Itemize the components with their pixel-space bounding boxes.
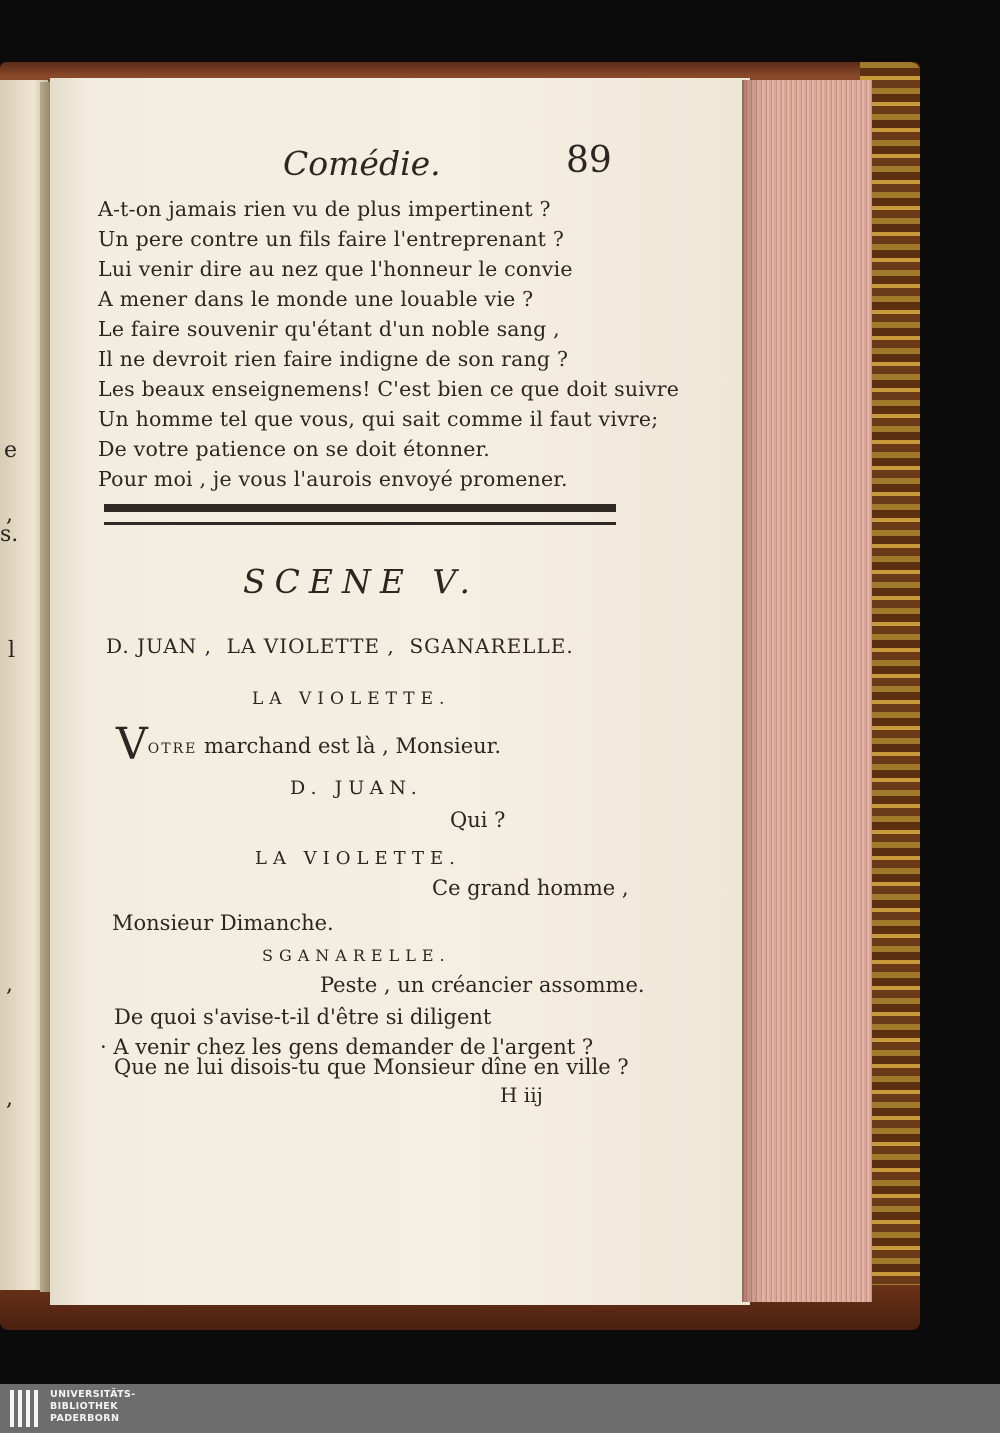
section-rule-thin — [104, 522, 616, 525]
verse-line: A mener dans le monde une louable vie ? — [98, 287, 534, 311]
library-name — [50, 1389, 136, 1425]
left-fragment: s. — [0, 522, 19, 547]
left-fragment: , — [6, 1086, 13, 1111]
left-fragment: , — [6, 502, 13, 527]
dialogue-text: marchand est là , Monsieur. — [197, 734, 502, 758]
verse-line: Pour moi , je vous l'aurois envoyé promener. — [98, 467, 568, 491]
library-name-line: BIBLIOTHEK — [50, 1401, 118, 1412]
dialogue-line: Peste , un créancier assomme. — [320, 973, 645, 997]
drop-capital: V — [116, 719, 148, 770]
running-head: Comédie. — [283, 144, 441, 183]
section-rule-thick — [104, 504, 616, 512]
small-caps-word: OTRE — [147, 741, 198, 757]
verse-line: A-t-on jamais rien vu de plus impertinent ? — [98, 197, 551, 221]
verse-line: Un homme tel que vous, qui sait comme il faut vivre; — [98, 407, 659, 431]
verse-line: De votre patience on se doit étonner. — [98, 437, 491, 461]
dialogue-line: Ce grand homme , — [432, 876, 629, 900]
library-footer-bar — [0, 1384, 1000, 1433]
library-name-line: PADERBORN — [50, 1413, 120, 1424]
dialogue-line: De quoi s'avise-t-il d'être si diligent — [114, 1005, 492, 1029]
verse-line: Lui venir dire au nez que l'honneur le convie — [98, 257, 573, 281]
scene-cast-list: D. JUAN , LA VIOLETTE , SGANARELLE. — [106, 634, 574, 658]
page-number: 89 — [566, 140, 612, 181]
left-fragment: e — [4, 438, 18, 463]
dialogue-line: Qui ? — [450, 808, 506, 832]
dialogue-line — [116, 719, 502, 770]
speaker-name: D. JUAN. — [290, 777, 423, 799]
page-edge-shadow — [742, 80, 762, 1302]
catchword-signature: H iij — [500, 1083, 543, 1107]
left-fragment: l — [8, 638, 16, 663]
speaker-name: SGANARELLE. — [262, 946, 451, 965]
speaker-name: LA VIOLETTE. — [255, 848, 461, 869]
verse-line: Le faire souvenir qu'étant d'un noble sang , — [98, 317, 560, 341]
library-name-line: UNIVERSITÄTS- — [50, 1389, 136, 1400]
left-fragment: , — [6, 972, 13, 997]
verse-line: Les beaux enseignemens! C'est bien ce que doit suivre — [98, 377, 680, 401]
scene-heading: SCENE V. — [243, 562, 479, 601]
speaker-name: LA VIOLETTE. — [252, 689, 451, 709]
library-logo-icon — [10, 1390, 40, 1427]
dialogue-line: · A venir chez les gens demander de l'argent ? — [100, 1035, 594, 1059]
dialogue-line: Que ne lui disois-tu que Monsieur dîne en ville ? — [114, 1055, 629, 1079]
verse-line: Un pere contre un fils faire l'entreprenant ? — [98, 227, 565, 251]
verse-line: Il ne devroit rien faire indigne de son rang ? — [98, 347, 569, 371]
dialogue-line: Monsieur Dimanche. — [112, 911, 334, 935]
verse-block — [98, 194, 680, 494]
